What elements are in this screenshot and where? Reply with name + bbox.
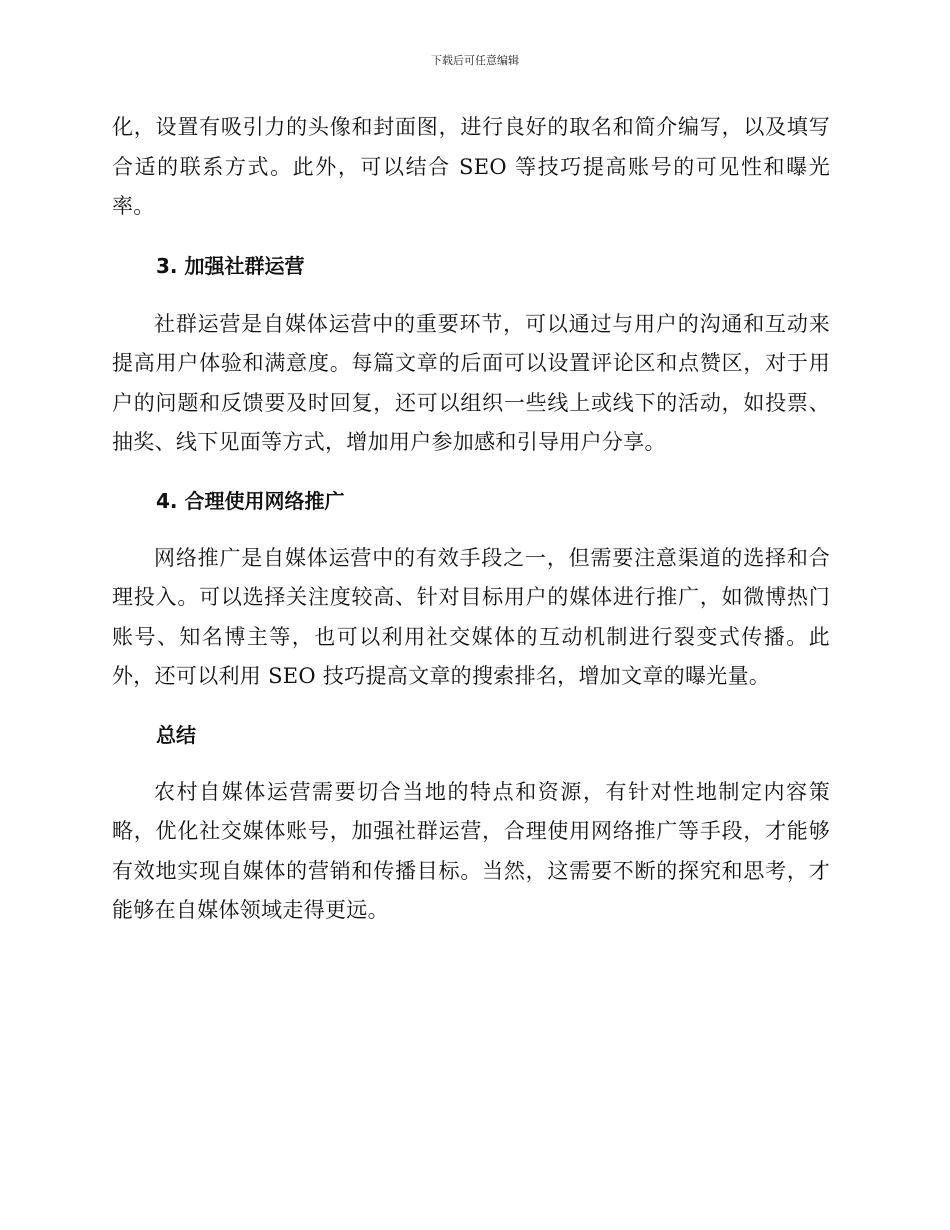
paragraph-summary: 农村自媒体运营需要切合当地的特点和资源，有针对性地制定内容策略，优化社交媒体账号，加强社群运营，合理使用网络推广等手段，才能够有效地实现自媒体的营销和传播目标。当然，这需要不断的探究和思考，才能够在自媒体领域走得更远。 xyxy=(112,779,830,922)
document-body xyxy=(112,108,830,931)
section-heading-summary: 总结 xyxy=(156,722,196,747)
section-heading-promotion: 4. 合理使用网络推广 xyxy=(156,488,345,513)
paragraph-promotion: 网络推广是自媒体运营中的有效手段之一，但需要注意渠道的选择和合理投入。可以选择关注度较高、针对目标用户的媒体进行推广，如微博热门账号、知名博主等，也可以利用社交媒体的互动机制进行裂变式传播。此外，还可以利用 SEO 技巧提高文章的搜索排名，增加文章的曝光量。 xyxy=(112,545,830,688)
paragraph-account-optimization-continued: 化，设置有吸引力的头像和封面图，进行良好的取名和简介编写，以及填写合适的联系方式。此外，可以结合 SEO 等技巧提高账号的可见性和曝光率。 xyxy=(112,115,830,218)
section-heading-community: 3. 加强社群运营 xyxy=(156,253,305,278)
paragraph-community: 社群运营是自媒体运营中的重要环节，可以通过与用户的沟通和互动来提高用户体验和满意度。每篇文章的后面可以设置评论区和点赞区，对于用户的问题和反馈要及时回复，还可以组织一些线上或线下的活动，如投票、抽奖、线下见面等方式，增加用户参加感和引导用户分享。 xyxy=(112,311,830,454)
page-header: 下载后可任意编辑 xyxy=(431,54,519,67)
